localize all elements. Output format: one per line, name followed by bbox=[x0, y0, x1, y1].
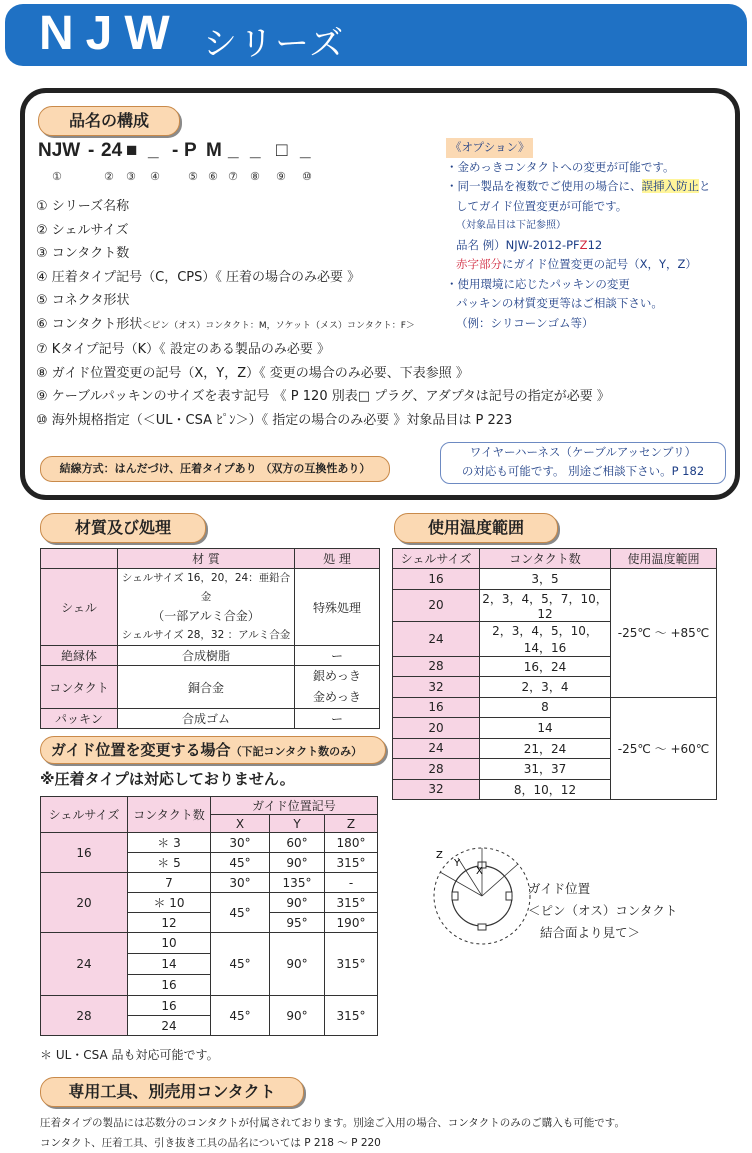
label-y: Y bbox=[454, 858, 461, 869]
option-line-8: パッキンの材質変更等はご相談下さい。 bbox=[456, 296, 663, 310]
crimp-warning: ※圧着タイプは対応しておりません。 bbox=[40, 770, 295, 788]
item-6-note: ＜ピン（オス）コンタクト：M，ソケット（メス）コンタクト：F＞ bbox=[142, 320, 415, 331]
code-number: ③ bbox=[126, 170, 136, 183]
temp-row bbox=[393, 569, 717, 590]
key-right bbox=[506, 892, 512, 900]
item-5: ⑤ コネクタ形状 bbox=[36, 293, 130, 308]
option-red-part: 赤字部分 bbox=[456, 257, 502, 271]
title-banner bbox=[5, 4, 747, 66]
code-token: _ bbox=[300, 140, 311, 161]
guide-cell: 45° bbox=[211, 893, 270, 933]
option-line-7: ・使用環境に応じたパッキンの変更 bbox=[446, 276, 630, 291]
guide-header-guide: ガイド位置記号 bbox=[211, 797, 378, 815]
shell-material-3: シェルサイズ 28，32 ：アルミ合金 bbox=[121, 629, 291, 641]
key-left bbox=[452, 892, 458, 900]
temp-shell: 20 bbox=[393, 718, 480, 739]
harness-note bbox=[440, 442, 726, 484]
temp-contacts: 16，24 bbox=[480, 656, 611, 677]
code-token: NJW bbox=[38, 140, 81, 161]
guide-cell: 315° bbox=[325, 933, 378, 996]
item-9: ⑨ ケーブルパッキンのサイズを表す記号 《 P 120 別表□ プラグ、アダプタは記号の指定が必要 》 bbox=[36, 389, 610, 404]
temp-contacts: 3，5 bbox=[480, 569, 611, 590]
guide-cell: 90° bbox=[270, 996, 325, 1036]
item-4: ④ 圧着タイプ記号（C，CPS）《 圧着の場合のみ必要 》 bbox=[36, 269, 361, 285]
option-line-5 bbox=[446, 236, 711, 256]
code-token: P bbox=[184, 140, 197, 161]
option-example-red: Z bbox=[579, 237, 588, 252]
guide-cell: 90° bbox=[270, 933, 325, 996]
option-line-4: （対象品目は下記参照） bbox=[456, 220, 566, 231]
code-number: ⑥ bbox=[208, 170, 218, 183]
temp-contacts: 8 bbox=[480, 697, 611, 718]
harness-line-1: ワイヤーハーネス（ケーブルアッセンブリ） bbox=[469, 445, 697, 459]
code-number: ⑦ bbox=[228, 170, 238, 183]
guide-heading bbox=[40, 736, 386, 764]
option-example-end: 12 bbox=[587, 237, 603, 252]
option-line-9: （例：シリコーンゴム等） bbox=[456, 315, 594, 330]
guide-cell: 135° bbox=[270, 873, 325, 893]
option-highlight: 誤挿入防止 bbox=[641, 179, 699, 193]
guide-cell: 24 bbox=[128, 1016, 211, 1036]
code-number: ⑧ bbox=[250, 170, 260, 183]
temp-shell: 24 bbox=[393, 738, 480, 759]
tools-line-2: コンタクト、圧着工具、引き抜き工具の品名については P 218 〜 P 220 bbox=[40, 1137, 381, 1149]
temperature-heading: 使用温度範囲 bbox=[394, 513, 558, 543]
guide-cell: ＊ 5 bbox=[128, 853, 211, 873]
temperature-table bbox=[392, 548, 717, 800]
caption-line-1: ガイド位置 bbox=[528, 881, 591, 896]
series-subtitle: シリーズ bbox=[203, 24, 346, 64]
option-line-1: ・金めっきコンタクトへの変更が可能です。 bbox=[446, 159, 675, 174]
material-packing-material: 合成ゴム bbox=[118, 709, 295, 729]
item-3: ③ コンタクト数 bbox=[36, 246, 130, 261]
code-token: _ bbox=[250, 140, 261, 161]
material-insulator: 絶縁体 bbox=[41, 646, 118, 666]
option-example: 品名 例）NJW-2012-PF bbox=[456, 237, 580, 252]
temp-row bbox=[393, 697, 717, 718]
guide-cell: - bbox=[325, 873, 378, 893]
item-7: ⑦ Kタイプ記号（K）《 設定のある製品のみ必要 》 bbox=[36, 342, 330, 357]
diagram-caption bbox=[528, 878, 677, 944]
shell-material-2: （一部アルミ合金） bbox=[152, 609, 260, 623]
material-insulator-process: ー bbox=[295, 646, 380, 666]
temp-shell: 28 bbox=[393, 759, 480, 780]
temp-range: -25℃ 〜 +60℃ bbox=[611, 697, 717, 800]
temp-contacts: 2，3，4 bbox=[480, 677, 611, 698]
option-line-2c: と bbox=[699, 179, 711, 193]
material-insulator-material: 合成樹脂 bbox=[118, 646, 295, 666]
guide-heading-text: ガイド位置を変更する場合 bbox=[51, 741, 231, 759]
temp-shell: 32 bbox=[393, 779, 480, 800]
temp-shell: 16 bbox=[393, 697, 480, 718]
label-x: X bbox=[476, 866, 483, 877]
material-packing-process: ー bbox=[295, 709, 380, 729]
material-contact-process bbox=[295, 666, 380, 709]
guide-cell: 315° bbox=[325, 853, 378, 873]
code-token: - bbox=[88, 140, 95, 161]
series-title: NJW bbox=[39, 7, 182, 60]
harness-line-2: の対応も可能です。 別途ご相談下さい。P 182 bbox=[461, 464, 705, 478]
temp-shell: 32 bbox=[393, 677, 480, 698]
material-header-material: 材 質 bbox=[118, 549, 295, 569]
code-number: ⑩ bbox=[302, 170, 312, 183]
options-title: 《オプション》 bbox=[446, 138, 533, 158]
code-number: ① bbox=[52, 170, 62, 183]
temp-contacts: 31，37 bbox=[480, 759, 611, 780]
code-number: ⑤ bbox=[188, 170, 198, 183]
guide-header-y: Y bbox=[270, 815, 325, 833]
material-header-process: 処 理 bbox=[295, 549, 380, 569]
code-token: _ bbox=[228, 140, 239, 161]
shell-material-1: シェルサイズ 16，20，24：亜鉛合金 bbox=[121, 572, 291, 603]
tools-heading: 専用工具、別売用コンタクト bbox=[40, 1077, 304, 1107]
tools-line-1: 圧着タイプの製品には芯数分のコンタクトが付属されております。別途ご入用の場合、コンタクトのみのご購入も可能です。 bbox=[40, 1117, 625, 1129]
guide-cell: 7 bbox=[128, 873, 211, 893]
contact-process-2: 金めっき bbox=[313, 690, 361, 704]
item-1: ① シリーズ名称 bbox=[36, 199, 130, 214]
guide-cell: 14 bbox=[128, 954, 211, 975]
axis-x bbox=[482, 864, 518, 896]
guide-cell: 315° bbox=[325, 893, 378, 913]
material-shell-material bbox=[118, 569, 295, 646]
guide-cell: 315° bbox=[325, 996, 378, 1036]
code-number: ④ bbox=[150, 170, 160, 183]
guide-cell: 45° bbox=[211, 933, 270, 996]
temp-contacts: 8，10，12 bbox=[480, 779, 611, 800]
material-packing: パッキン bbox=[41, 709, 118, 729]
option-line-6 bbox=[446, 255, 711, 275]
temp-contacts: 21，24 bbox=[480, 738, 611, 759]
guide-cell: 60° bbox=[270, 833, 325, 853]
options-block bbox=[446, 138, 711, 333]
guide-shell-16: 16 bbox=[41, 833, 128, 873]
guide-cell: 45° bbox=[211, 853, 270, 873]
guide-cell: 190° bbox=[325, 913, 378, 933]
key-bottom bbox=[478, 924, 486, 930]
temp-header-contacts: コンタクト数 bbox=[480, 549, 611, 569]
tools-text bbox=[40, 1113, 625, 1153]
material-table bbox=[40, 548, 380, 729]
guide-cell: 180° bbox=[325, 833, 378, 853]
guide-header-z: Z bbox=[325, 815, 378, 833]
caption-line-3: 結合面より見て＞ bbox=[540, 925, 641, 940]
material-shell: シェル bbox=[41, 569, 118, 646]
code-number: ⑨ bbox=[276, 170, 286, 183]
guide-cell: 16 bbox=[128, 996, 211, 1016]
guide-footnote: ＊ UL・CSA 品も対応可能です。 bbox=[40, 1048, 219, 1062]
contact-process-1: 銀めっき bbox=[313, 669, 361, 683]
temp-range: -25℃ 〜 +85℃ bbox=[611, 569, 717, 698]
guide-heading-small: （下記コンタクト数のみ） bbox=[230, 745, 363, 758]
temp-contacts: 2，3，4，5，7，10，12 bbox=[480, 589, 611, 621]
temp-shell: 28 bbox=[393, 656, 480, 677]
option-line-3: してガイド位置変更が可能です。 bbox=[456, 198, 628, 213]
code-token: □ bbox=[276, 140, 288, 161]
code-token: _ bbox=[148, 140, 159, 161]
guide-cell: 30° bbox=[211, 833, 270, 853]
temp-contacts: 2，3，4，5，10，14，16 bbox=[480, 621, 611, 656]
material-contact-material: 銅合金 bbox=[118, 666, 295, 709]
guide-cell: ＊ 10 bbox=[128, 893, 211, 913]
option-line-2 bbox=[446, 177, 711, 197]
guide-header-shell: シェルサイズ bbox=[41, 797, 128, 833]
temp-header-range: 使用温度範囲 bbox=[611, 549, 717, 569]
guide-shell-20: 20 bbox=[41, 873, 128, 933]
guide-header-x: X bbox=[211, 815, 270, 833]
guide-cell: 90° bbox=[270, 893, 325, 913]
code-token: - bbox=[172, 140, 179, 161]
guide-cell: 10 bbox=[128, 933, 211, 954]
guide-cell: 12 bbox=[128, 913, 211, 933]
temp-contacts: 14 bbox=[480, 718, 611, 739]
item-6-label: ⑥ コンタクト形状 bbox=[36, 316, 143, 332]
connection-note: 結線方式：はんだづけ、圧着タイプあり （双方の互換性あり） bbox=[40, 456, 390, 482]
label-z: Z bbox=[436, 850, 443, 861]
item-8: ⑧ ガイド位置変更の記号（X，Y，Z）《 変更の場合のみ必要、下表参照 》 bbox=[36, 365, 469, 381]
part-code-numbers bbox=[38, 170, 338, 186]
caption-line-2: ＜ピン（オス）コンタクト bbox=[528, 903, 678, 918]
temp-shell: 16 bbox=[393, 569, 480, 590]
code-token: M bbox=[206, 140, 222, 161]
guide-cell: 95° bbox=[270, 913, 325, 933]
option-line-2a: ・同一製品を複数でご使用の場合に、 bbox=[446, 179, 642, 193]
part-number-heading: 品名の構成 bbox=[38, 106, 180, 136]
code-number: ② bbox=[104, 170, 114, 183]
guide-cell: 45° bbox=[211, 996, 270, 1036]
guide-cell: 30° bbox=[211, 873, 270, 893]
item-10: ⑩ 海外規格指定（＜UL・CSA ﾋﾟﾝ＞）《 指定の場合のみ必要 》対象品目は P 223 bbox=[36, 412, 513, 428]
guide-position-diagram bbox=[422, 842, 534, 952]
guide-header-contacts: コンタクト数 bbox=[128, 797, 211, 833]
guide-cell: 16 bbox=[128, 975, 211, 996]
guide-cell: ＊ 3 bbox=[128, 833, 211, 853]
option-line-6b: にガイド位置変更の記号（X，Y，Z） bbox=[502, 257, 697, 271]
temp-shell: 24 bbox=[393, 621, 480, 656]
item-2: ② シェルサイズ bbox=[36, 222, 129, 238]
code-token: 24 bbox=[101, 140, 123, 161]
guide-table bbox=[40, 796, 378, 1036]
material-header-blank bbox=[41, 549, 118, 569]
part-code bbox=[38, 140, 338, 164]
guide-shell-28: 28 bbox=[41, 996, 128, 1036]
guide-shell-24: 24 bbox=[41, 933, 128, 996]
code-token: ■ bbox=[126, 140, 138, 161]
material-heading: 材質及び処理 bbox=[40, 513, 206, 543]
temp-header-shell: シェルサイズ bbox=[393, 549, 480, 569]
material-contact: コンタクト bbox=[41, 666, 118, 709]
guide-cell: 90° bbox=[270, 853, 325, 873]
material-shell-process: 特殊処理 bbox=[295, 569, 380, 646]
temp-shell: 20 bbox=[393, 589, 480, 621]
